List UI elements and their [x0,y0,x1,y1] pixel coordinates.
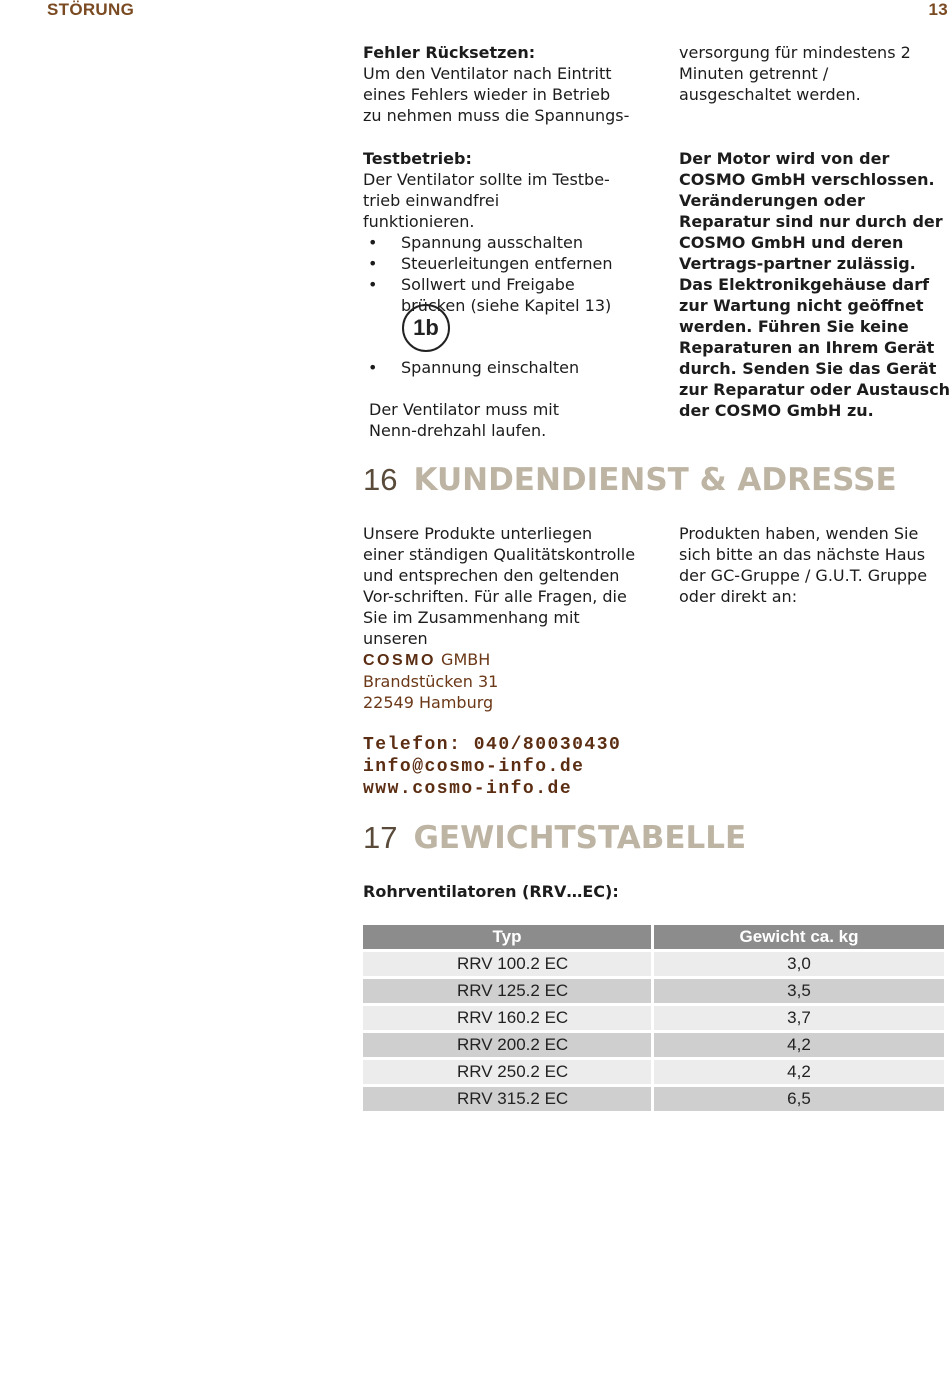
test-steps-list-continued [363,357,653,378]
test-closing: Der Ventilator muss mit Nenn-drehzahl laufen. [369,400,559,440]
phone: Telefon: 040/80030430 [363,735,622,755]
table-row [363,1006,944,1030]
column-header-type: Typ [363,925,651,949]
weight-cell: 4,2 [654,1033,944,1057]
brand-name: COSMO [363,652,436,669]
weight-cell: 4,2 [654,1060,944,1084]
step-badge: 1b [402,304,450,352]
weight-cell: 3,5 [654,979,944,1003]
test-intro: Der Ventilator sollte im Testbe-trieb einwandfrei funktionieren. [363,170,610,231]
table-row [363,979,944,1003]
table-row [363,952,944,976]
list-item: • Spannung ausschalten [363,232,653,253]
reset-block [363,42,653,126]
section-number: 17 [363,820,398,855]
contact-block [363,734,621,800]
section-16-heading [363,462,897,498]
type-cell: RRV 250.2 EC [363,1060,651,1084]
email-link[interactable]: info@cosmo-info.de [363,757,585,777]
service-body-left: Unsere Produkte unterliegen einer ständigen Qualitätskontrolle und entsprechen den geltenden Vor-schriften. Für alle Fragen, die Sie im Zusammenhang mit unseren [363,524,636,648]
section-number: 16 [363,462,398,497]
reset-body-left: Um den Ventilator nach Eintritt eines Fehlers wieder in Betrieb zu nehmen muss die Spannungs- [363,64,630,125]
weight-cell: 3,7 [654,1006,944,1030]
test-heading: Testbetrieb: [363,149,472,168]
table-row [363,1033,944,1057]
section-title: GEWICHTSTABELLE [413,820,747,856]
company-suffix: GMBH [435,650,491,669]
reset-heading: Fehler Rücksetzen: [363,43,536,62]
list-item: • Sollwert und Freigabe brücken (siehe Kapitel 13) [363,274,631,316]
city: 22549 Hamburg [363,693,494,712]
company-name [363,649,498,671]
test-block [363,148,653,316]
weight-table [363,922,944,1114]
address-block [363,649,498,713]
web-link[interactable]: www.cosmo-info.de [363,779,573,799]
list-item: • Spannung einschalten [363,357,653,378]
type-cell: RRV 125.2 EC [363,979,651,1003]
type-cell: RRV 315.2 EC [363,1087,651,1111]
warning-text: Der Motor wird von der COSMO GmbH verschlossen. Veränderungen oder Reparatur sind nur durch der COSMO GmbH und deren Vertrags-partner zulässig. Das Elektronikgehäuse darf zur Wartung nicht geöffnet werden. Führen Sie keine Reparaturen an Ihrem Gerät durch. Senden Sie das Gerät zur Reparatur oder Austausch der COSMO GmbH zu. [679,149,950,420]
table-row [363,1087,944,1111]
type-cell: RRV 160.2 EC [363,1006,651,1030]
page-number: 13 [928,0,948,19]
reset-body-right: versorgung für mindestens 2 Minuten getrennt / ausgeschaltet werden. [679,43,911,104]
type-cell: RRV 200.2 EC [363,1033,651,1057]
section-title: KUNDENDIENST & ADRESSE [413,462,897,498]
column-header-weight: Gewicht ca. kg [654,925,944,949]
weight-cell: 3,0 [654,952,944,976]
service-body-right: Produkten haben, wenden Sie sich bitte an das nächste Haus der GC-Gruppe / G.U.T. Gruppe oder direkt an: [679,524,928,606]
section-17-heading [363,820,746,856]
weight-cell: 6,5 [654,1087,944,1111]
table-row [363,1060,944,1084]
test-steps-list [363,232,653,316]
list-item: • Steuerleitungen entfernen [363,253,653,274]
table-header-row [363,925,944,949]
type-cell: RRV 100.2 EC [363,952,651,976]
section-header: STÖRUNG [47,0,135,19]
table-subheading: Rohrventilatoren (RRV…EC): [363,882,619,901]
street: Brandstücken 31 [363,672,499,691]
